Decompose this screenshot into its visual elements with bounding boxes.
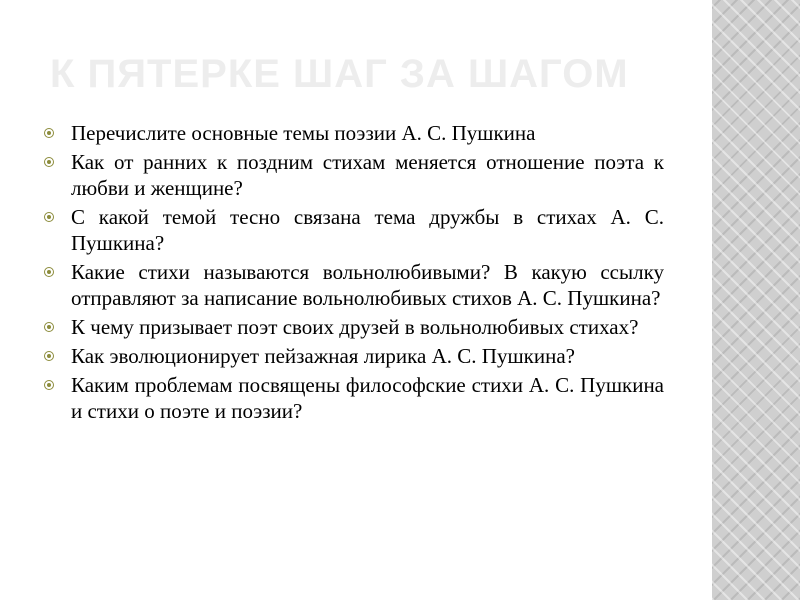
question-item: [44, 343, 664, 369]
question-text: К чему призывает поэт своих друзей в вольнолюбивых стихах?: [71, 315, 639, 339]
circle-bullet-icon: [44, 128, 54, 138]
circle-bullet-icon: [44, 380, 54, 390]
question-text: Какие стихи называются вольнолюбивыми? В какую ссылку отправляют за написание вольнолюбивых стихов А. С. Пушкина?: [71, 260, 664, 310]
question-text: Как эволюционирует пейзажная лирика А. С. Пушкина?: [71, 344, 575, 368]
question-text: Перечислите основные темы поэзии А. С. Пушкина: [71, 121, 536, 145]
circle-bullet-icon: [44, 322, 54, 332]
question-item: [44, 120, 664, 146]
circle-bullet-icon: [44, 157, 54, 167]
question-item: [44, 372, 664, 424]
question-text: Каким проблемам посвящены философские стихи А. С. Пушкина и стихи о поэте и поэзии?: [71, 373, 664, 423]
question-text: С какой темой тесно связана тема дружбы в стихах А. С. Пушкина?: [71, 205, 664, 255]
question-item: [44, 314, 664, 340]
circle-bullet-icon: [44, 351, 54, 361]
question-text: Как от ранних к поздним стихам меняется отношение поэта к любви и женщине?: [71, 150, 664, 200]
question-list: [44, 120, 664, 427]
circle-bullet-icon: [44, 212, 54, 222]
question-item: [44, 259, 664, 311]
slide-title: К ПЯТЕРКЕ ШАГ ЗА ШАГОМ: [50, 52, 629, 96]
question-item: [44, 204, 664, 256]
question-item: [44, 149, 664, 201]
circle-bullet-icon: [44, 267, 54, 277]
side-pattern-band: [712, 0, 800, 600]
